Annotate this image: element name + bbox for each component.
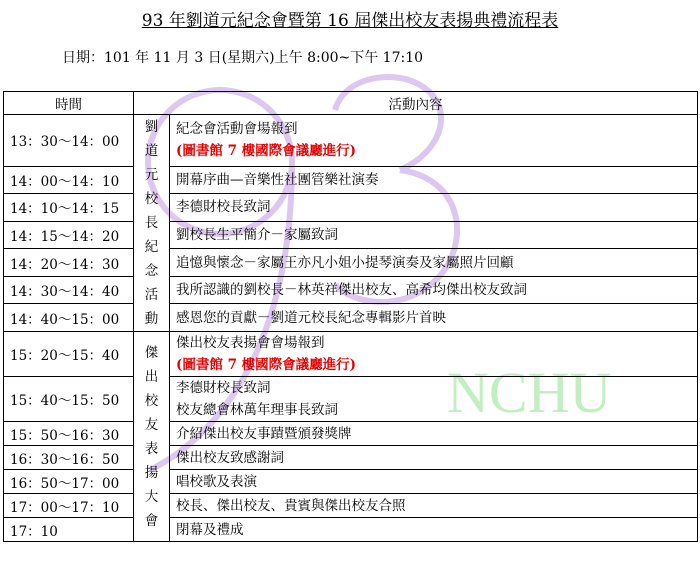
activity-text: 開幕序曲—音樂性社團管樂社演奏 [176,171,379,188]
table-row [4,470,698,494]
section-char: 道 [144,143,159,159]
row-time: 15：20～15：40 [4,332,134,377]
watermark-text: NCHU [447,360,612,425]
activity-text: 紀念會活動會場報到 [176,121,298,138]
section-char: 校 [144,392,159,409]
row-activity [170,422,698,446]
schedule-table [3,91,698,542]
section-char: 表 [144,440,159,457]
row-time: 15：50～16：30 [4,422,134,446]
section-char: 紀 [144,239,159,255]
activity-text: 李德財校長致詞 [176,199,271,216]
activity-text: 介紹傑出校友事蹟暨頒發獎牌 [176,425,352,442]
row-time: 16：30～16：50 [4,446,134,470]
row-activity [170,446,698,470]
row-time: 14：30～14：40 [4,276,134,304]
table-row [4,221,698,249]
venue-note: (圖書館 7 樓國際會議廳進行) [176,357,357,373]
row-time: 16：50～17：00 [4,470,134,494]
activity-text: 唱校歌及表演 [176,473,257,490]
header-activity: 活動內容 [134,92,698,115]
section-char: 念 [144,263,159,279]
row-activity [170,494,698,518]
row-activity [170,115,698,167]
table-row [4,494,698,518]
row-time: 13：30～14：00 [4,115,134,167]
table-row [4,518,698,542]
activity-text: 感恩您的貢獻－劉道元校長紀念專輯影片首映 [176,309,446,326]
row-activity [170,332,698,377]
venue-note: (圖書館 7 樓國際會議廳進行) [176,143,357,160]
activity-text: 傑出校友致感謝詞 [176,449,284,466]
activity-text: 李德財校長致詞 [176,380,271,396]
section-char: 元 [144,167,159,183]
section-label-memorial [134,115,170,332]
row-activity [170,377,698,422]
table-row [4,249,698,277]
row-activity [170,470,698,494]
row-time: 17：10 [4,518,134,542]
table-row [4,115,698,167]
table-row [4,304,698,332]
activity-text: 劉校長生平簡介－家屬致詞 [176,227,338,244]
activity-text: 校長、傑出校友、貴賓與傑出校友合照 [176,497,406,514]
section-char: 動 [144,311,159,327]
row-time: 17：00～17：10 [4,494,134,518]
section-char: 劉 [144,119,159,135]
row-activity [170,221,698,249]
row-activity [170,249,698,277]
activity-text: 追憶與懷念－家屬王亦凡小姐小提琴演奏及家屬照片回顧 [176,254,514,271]
activity-text: 我所認識的劉校長－林英祥傑出校友、高希均傑出校友致詞 [176,282,527,299]
header-row [4,92,698,115]
table-row [4,422,698,446]
row-time: 14：00～14：10 [4,166,134,194]
section-char: 長 [144,215,159,231]
section-char: 會 [144,512,159,529]
section-char: 友 [144,416,159,433]
table-row [4,194,698,222]
title-text: 93 年劉道元紀念會暨第 16 屆傑出校友表揚典禮流程表 [141,11,559,31]
row-time: 14：10～14：15 [4,194,134,222]
event-date: 日期：101 年 11 月 3 日(星期六)上午 8:00~下午 17:10 [62,50,424,66]
section-char: 揚 [144,464,159,481]
row-time: 15：40～15：50 [4,377,134,422]
table-row [4,377,698,422]
table-row [4,276,698,304]
section-char: 出 [144,368,159,385]
section-char: 傑 [144,344,159,361]
row-activity [170,276,698,304]
section-char: 校 [144,191,159,207]
activity-text: 閉幕及禮成 [176,521,244,538]
table-row [4,446,698,470]
section-char: 活 [144,287,159,303]
page-title [0,6,700,31]
row-time: 14：20～14：30 [4,249,134,277]
row-time: 14：15～14：20 [4,221,134,249]
table-row [4,166,698,194]
row-activity [170,194,698,222]
table-row [4,332,698,377]
activity-text: 校友總會林萬年理事長致詞 [176,402,338,418]
row-activity [170,166,698,194]
section-char: 大 [144,488,159,505]
row-activity [170,304,698,332]
row-time: 14：40～15：00 [4,304,134,332]
row-activity [170,518,698,542]
section-label-alumni [134,332,170,542]
activity-text: 傑出校友表揚會會場報到 [176,335,325,351]
header-time: 時間 [4,92,134,115]
